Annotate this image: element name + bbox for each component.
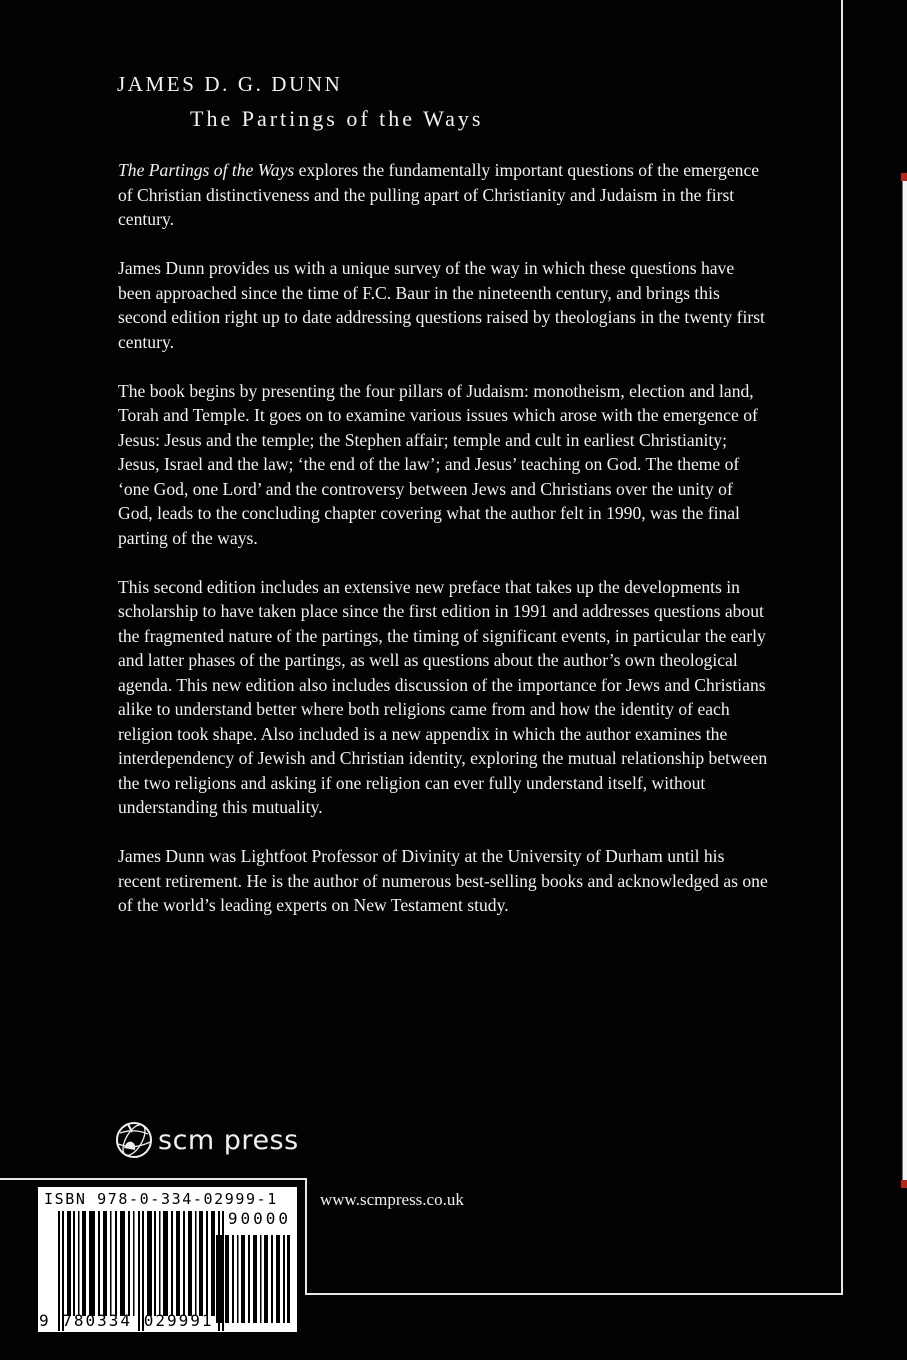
addon-barcode-bars bbox=[216, 1235, 290, 1323]
paragraph-intro bbox=[118, 158, 768, 232]
frame-line-right bbox=[841, 0, 843, 1295]
isbn-number: ISBN 978-0-334-02999-1 bbox=[44, 1190, 278, 1208]
frame-line-bottom bbox=[305, 1293, 843, 1295]
title-italic: The Partings of the Ways bbox=[118, 160, 295, 180]
frame-line-barcode-side bbox=[305, 1178, 307, 1295]
publisher-website[interactable]: www.scmpress.co.uk bbox=[320, 1190, 464, 1209]
price-addon-code: 90000 bbox=[227, 1209, 291, 1228]
crop-mark-top bbox=[901, 173, 907, 181]
paragraph-survey: James Dunn provides us with a unique survey of the way in which these questions have been approached since the time of F.C. Baur in the nineteenth century, and brings this second edition right up to date addressing questions raised by theologians in the twenty first century. bbox=[118, 258, 765, 352]
page-edge-strip bbox=[902, 180, 907, 1180]
frame-line-barcode-top bbox=[0, 1178, 307, 1180]
publisher-name: scm press bbox=[158, 1124, 299, 1156]
publisher-logo bbox=[114, 1120, 299, 1160]
book-title: The Partings of the Ways bbox=[190, 106, 484, 131]
blurb bbox=[118, 158, 768, 942]
paragraph-author-bio: James Dunn was Lightfoot Professor of Divinity at the University of Durham until his recent retirement. He is the author of numerous best-selling books and acknowledged as one of the world’s leading experts on New Testament study. bbox=[118, 846, 768, 915]
isbn-barcode bbox=[38, 1187, 297, 1332]
crop-mark-bottom bbox=[901, 1180, 907, 1188]
paragraph-intro-text: explores the fundamentally important questions of the emergence of Christian distinctiveness and the pulling apart of Christianity and Judaism in the first century. bbox=[118, 160, 760, 229]
paragraph-second-edition: This second edition includes an extensive new preface that takes up the developments in scholarship to have taken place since the first edition in 1991 and addresses questions about the fragmented nature of the partings, the timing of significant events, in particular the early and latter phases of the partings, as well as questions about the author’s own theological agenda. This new edition also includes discussion of the importance for Jews and Christians alike to understand better where both religions came from and how the identity of each religion took shape. Also included is a new appendix in which the author examines the interdependency of Jewish and Christian identity, exploring the mutual relationship between the two religions and asking if one religion can ever fully understand itself, without understanding this mutuality. bbox=[118, 576, 768, 817]
globe-icon bbox=[114, 1120, 154, 1160]
paragraph-contents: The book begins by presenting the four pillars of Judaism: monotheism, election and land, Torah and Temple. It goes on to examine various issues which arose with the emergence of Jesus: Jesus and the temple; the Stephen affair; temple and cult in earliest Christianity; Jesus, Israel and the law; ‘the end of the law’; and Jesus’ teaching on God. The theme of ‘one God, one Lord’ and the controversy between Jews and Christians over the unity of God, leads to the concluding chapter covering what the author felt in 1990, was the final parting of the ways. bbox=[118, 380, 758, 548]
author-name: JAMES D. G. DUNN bbox=[117, 72, 343, 96]
ean-digits: 9 780334 029991 bbox=[39, 1311, 214, 1330]
